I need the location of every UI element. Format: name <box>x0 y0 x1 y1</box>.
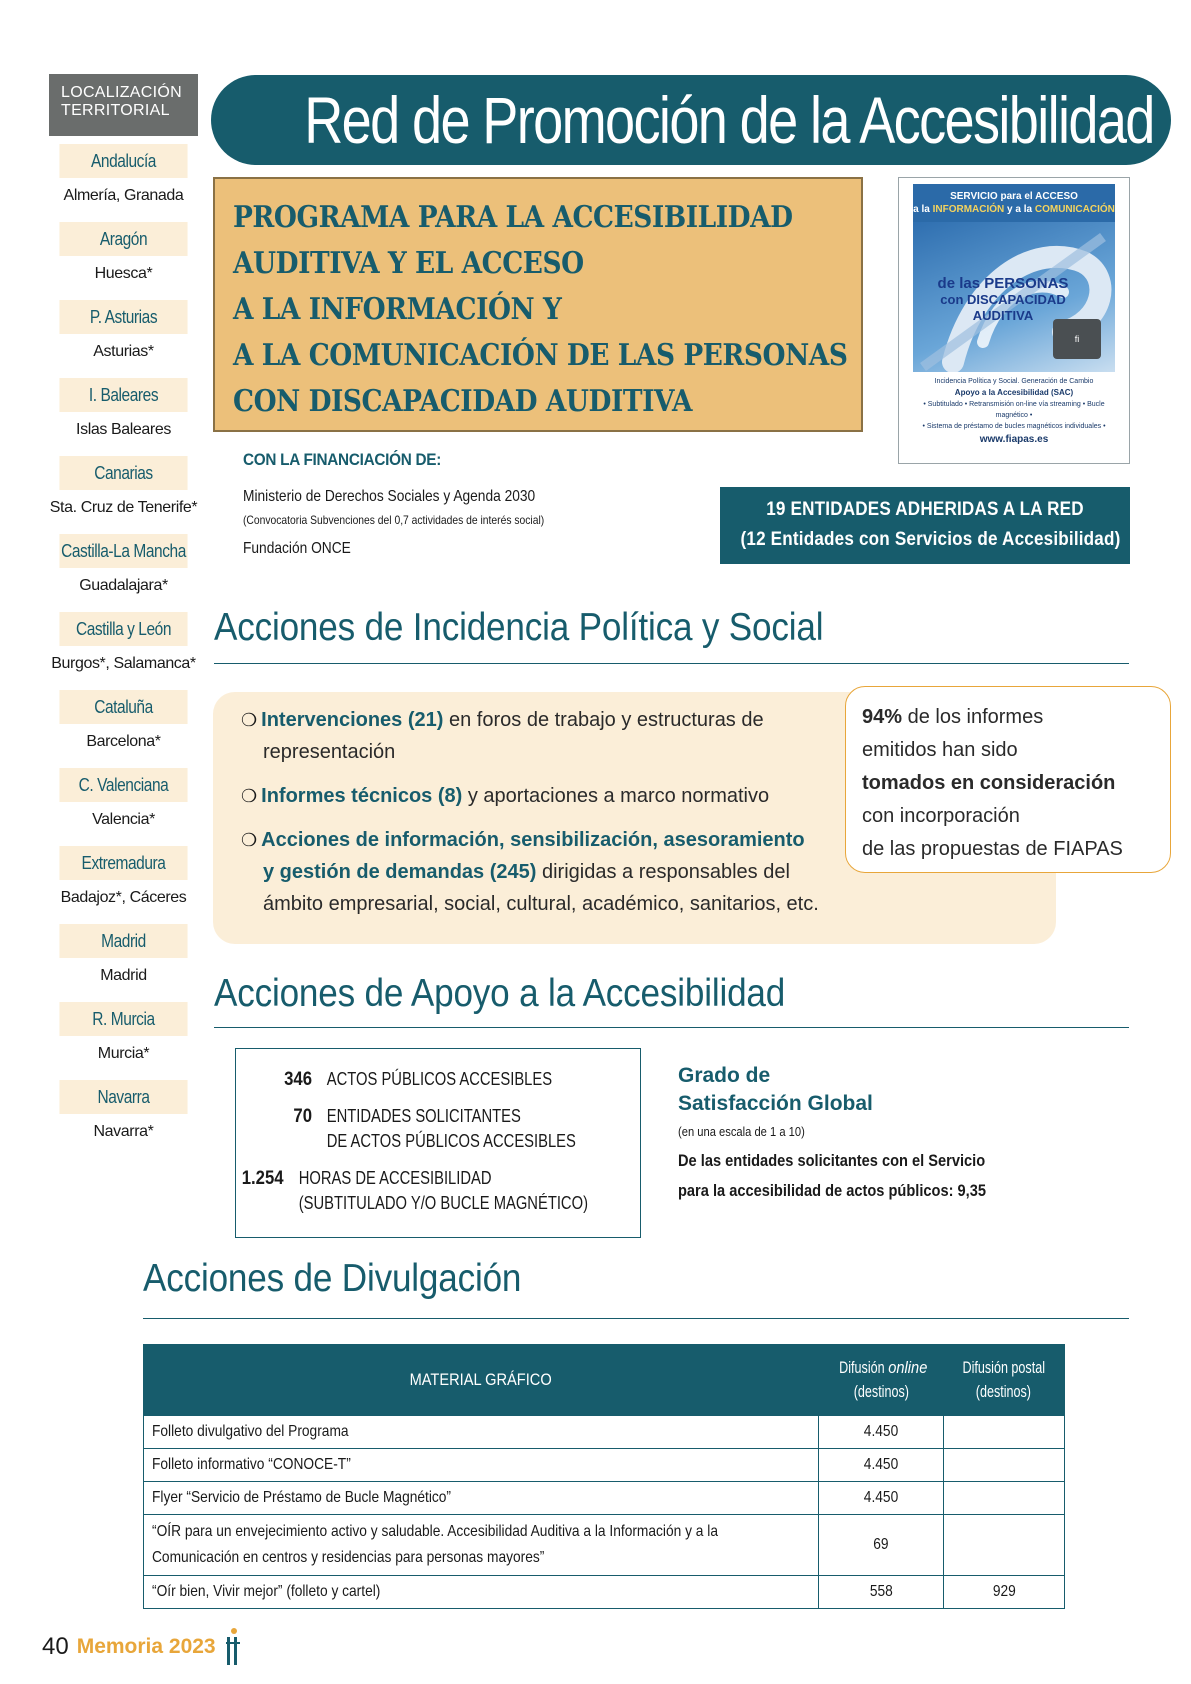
table-row <box>144 1576 1065 1609</box>
table-cell: “OÍR para un envejecimiento activo y saludable. Accesibilidad Auditiva a la Información y a la Comunicación en centros y residencias para personas mayores” <box>144 1515 819 1576</box>
apoyo-stats-box <box>235 1048 641 1238</box>
region-cities: Guadalajara* <box>79 577 168 594</box>
entities-count: 19 ENTIDADES ADHERIDAS A LA RED <box>766 499 1084 520</box>
region-item <box>49 534 198 604</box>
apoyo-number: 1.254 <box>241 1168 284 1189</box>
region-item <box>49 924 198 994</box>
table-cell: 4.450 <box>819 1482 944 1515</box>
table-cell <box>943 1482 1064 1515</box>
region-cities: Madrid <box>100 967 147 984</box>
brochure-description-line: Apoyo a la Accesibilidad (SAC) <box>954 388 1074 397</box>
section-divider <box>214 663 1129 664</box>
table-header-postal: Difusión postal (destinos) <box>943 1345 1064 1416</box>
bullet-circle-icon: ❍ <box>241 830 258 850</box>
section-title-divulgacion: Acciones de Divulgación <box>143 1257 522 1300</box>
program-line: CON DISCAPACIDAD AUDITIVA <box>233 384 693 419</box>
financing-note: (Convocatoria Subvenciones del 0,7 actividades de interés social) <box>243 513 545 527</box>
region-cities: Barcelona* <box>86 733 161 750</box>
brochure-description-line: • Subtitulado • Retransmisión on-line vía streaming • Bucle magnético • <box>923 401 1105 419</box>
table-row <box>144 1515 1065 1576</box>
apoyo-row <box>236 1166 640 1216</box>
financing-block <box>243 450 683 562</box>
list-item: ❍ Informes técnicos (8) y aportaciones a marco normativo <box>241 785 770 807</box>
region-item <box>49 1002 198 1072</box>
list-item-continuation: ámbito empresarial, social, cultural, académico, sanitarios, etc. <box>263 893 819 915</box>
region-cities: Asturias* <box>93 343 154 360</box>
brochure-subject <box>923 276 1083 324</box>
section-divider <box>143 1318 1129 1319</box>
region-cities: Murcia* <box>97 1045 150 1062</box>
brochure-heading <box>913 190 1115 216</box>
region-name: Navarra <box>59 1080 187 1114</box>
fiapas-logo-icon <box>224 1627 244 1667</box>
satisfaction-text: para la accesibilidad de actos públicos: 9,35 <box>678 1181 986 1200</box>
region-item <box>49 612 198 682</box>
fiapas-logo-icon: fi <box>1053 319 1101 359</box>
region-cities: Almería, Granada <box>63 187 184 204</box>
region-name: R. Murcia <box>59 1002 187 1036</box>
table-cell: 4.450 <box>819 1449 944 1482</box>
program-line: PROGRAMA PARA LA ACCESIBILIDAD <box>233 200 793 235</box>
table-cell: “Oír bien, Vivir mejor” (folleto y cartel) <box>144 1576 819 1609</box>
region-cities: Sta. Cruz de Tenerife* <box>49 499 198 516</box>
page-footer <box>42 1627 244 1667</box>
brochure-cover <box>913 184 1115 449</box>
region-item <box>49 300 198 370</box>
divulgacion-table <box>143 1344 1065 1609</box>
region-cities: Navarra* <box>93 1123 154 1140</box>
region-name: Castilla-La Mancha <box>59 534 187 568</box>
apoyo-number: 346 <box>284 1069 312 1090</box>
region-item <box>49 1080 198 1150</box>
region-name: C. Valenciana <box>59 768 187 802</box>
program-box <box>213 177 863 432</box>
table-row <box>144 1449 1065 1482</box>
table-cell <box>943 1416 1064 1449</box>
financing-line: Ministerio de Derechos Sociales y Agenda 2030 <box>243 488 536 505</box>
stat-text: de las propuestas de FIAPAS <box>862 838 1123 860</box>
table-cell: 558 <box>819 1576 944 1609</box>
brochure-footer <box>913 372 1115 449</box>
satisfaction-scale: (en una escala de 1 a 10) <box>678 1124 805 1139</box>
table-row <box>144 1416 1065 1449</box>
list-item-continuation: representación <box>263 741 396 763</box>
program-line: AUDITIVA Y EL ACCESO <box>233 246 584 281</box>
region-cities: Huesca* <box>94 265 153 282</box>
table-cell: Folleto divulgativo del Programa <box>144 1416 819 1449</box>
region-cities: Badajoz*, Cáceres <box>60 889 187 906</box>
section-title-incidencia: Acciones de Incidencia Política y Social <box>214 606 824 649</box>
brochure-description-line: Incidencia Política y Social. Generación de Cambio <box>934 378 1094 385</box>
region-cities: Burgos*, Salamanca* <box>51 655 196 672</box>
financing-line: Fundación ONCE <box>243 540 351 557</box>
region-name: Cataluña <box>59 690 187 724</box>
stat-text: con incorporación <box>862 805 1020 827</box>
table-cell <box>943 1515 1064 1576</box>
region-item <box>49 144 198 214</box>
region-cities: Islas Baleares <box>76 421 171 438</box>
region-item <box>49 456 198 526</box>
apoyo-label: ACTOS PÚBLICOS ACCESIBLES <box>326 1069 553 1089</box>
table-header-material: MATERIAL GRÁFICO <box>144 1345 819 1416</box>
sidebar-header: LOCALIZACIÓN TERRITORIAL <box>49 74 198 136</box>
table-row <box>144 1482 1065 1515</box>
program-line: A LA COMUNICACIÓN DE LAS PERSONAS <box>233 338 848 373</box>
satisfaction-text: De las entidades solicitantes con el Servicio <box>678 1151 986 1170</box>
satisfaction-title: Satisfacción Global <box>678 1092 873 1115</box>
bullet-circle-icon: ❍ <box>241 710 258 730</box>
stat-percent: 94% <box>862 706 903 728</box>
entities-box <box>720 487 1130 564</box>
brochure-subject-line1: de las PERSONAS <box>937 275 1069 292</box>
brochure-heading-line2: a la INFORMACIÓN y a la COMUNICACIÓN <box>913 204 1115 215</box>
table-cell: 69 <box>819 1515 944 1576</box>
apoyo-label: HORAS DE ACCESIBILIDAD (SUBTITULADO Y/O BUCLE MAGNÉTICO) <box>298 1168 588 1213</box>
brochure-url: www.fiapas.es <box>979 434 1049 445</box>
apoyo-number: 70 <box>293 1106 312 1127</box>
brochure-subject-line2: con DISCAPACIDAD AUDITIVA <box>940 292 1066 323</box>
table-header-online: Difusiónonline (destinos) <box>819 1345 944 1416</box>
region-name: Canarias <box>59 456 187 490</box>
brochure-heading-line1: SERVICIO para el ACCESO <box>950 191 1078 202</box>
region-item <box>49 222 198 292</box>
page-number: 40 <box>42 1633 69 1660</box>
region-cities: Valencia* <box>92 811 155 828</box>
region-name: P. Asturias <box>59 300 187 334</box>
table-cell: Flyer “Servicio de Préstamo de Bucle Magnético” <box>144 1482 819 1515</box>
region-item <box>49 690 198 760</box>
region-item <box>49 378 198 448</box>
financing-title: CON LA FINANCIACIÓN DE: <box>243 450 442 469</box>
brochure-description-line: • Sistema de préstamo de bucles magnéticos individuales • <box>922 423 1106 430</box>
section-title-apoyo: Acciones de Apoyo a la Accesibilidad <box>214 972 786 1015</box>
brochure-cover-image <box>898 177 1130 464</box>
list-item: ❍ Acciones de información, sensibilización, asesoramiento y gestión de demandas (245) dirigidas a responsables del ámbito empresarial, social, cultural, académico, sanitarios, etc. <box>241 824 1036 920</box>
bullet-circle-icon: ❍ <box>241 786 258 806</box>
region-name: Aragón <box>59 222 187 256</box>
stat-text: tomados en consideración <box>862 772 1116 794</box>
satisfaction-title: Grado de <box>678 1064 771 1087</box>
entities-services: (12 Entidades con Servicios de Accesibilidad) <box>740 529 1121 550</box>
table-cell: 4.450 <box>819 1416 944 1449</box>
apoyo-row <box>236 1067 640 1092</box>
territorial-sidebar <box>49 74 198 1150</box>
stat-text: emitidos han sido <box>862 739 1018 761</box>
region-name: I. Baleares <box>59 378 187 412</box>
list-item: ❍ Intervenciones (21) en foros de trabajo y estructuras de representación <box>241 704 1036 768</box>
page-title-banner <box>211 75 1171 165</box>
section-divider <box>214 1027 1129 1028</box>
consideration-stat-box: 94% de los informes emitidos han sido tomados en consideración con incorporación de las propuestas de FIAPAS <box>845 686 1171 873</box>
table-cell: Folleto informativo “CONOCE-T” <box>144 1449 819 1482</box>
region-item <box>49 846 198 916</box>
region-name: Andalucía <box>59 144 187 178</box>
program-line: A LA INFORMACIÓN Y <box>233 292 562 327</box>
brochure-description <box>915 376 1113 432</box>
table-cell: 929 <box>943 1576 1064 1609</box>
region-name: Castilla y León <box>59 612 187 646</box>
region-name: Extremadura <box>59 846 187 880</box>
table-cell <box>943 1449 1064 1482</box>
apoyo-row <box>236 1104 640 1154</box>
page-title: Red de Promoción de la Accesibilidad <box>304 83 1154 157</box>
region-item <box>49 768 198 838</box>
satisfaction-block <box>678 1062 1078 1206</box>
apoyo-label: ENTIDADES SOLICITANTES DE ACTOS PÚBLICOS ACCESIBLES <box>326 1106 576 1151</box>
publication-name: Memoria 2023 <box>76 1635 216 1658</box>
region-name: Madrid <box>59 924 187 958</box>
